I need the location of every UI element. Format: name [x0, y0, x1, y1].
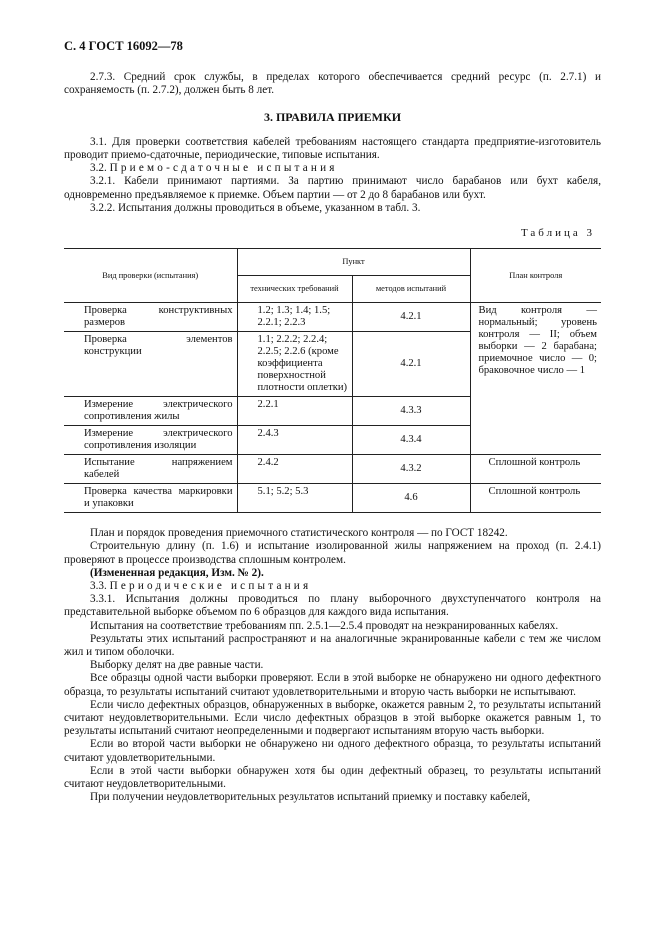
row-tech: 1.2; 1.3; 1.4; 1.5; 2.2.1; 2.2.3 [237, 303, 352, 332]
paragraph-3-3-number: 3.3. [90, 580, 107, 593]
table-caption: Таблица 3 [520, 227, 595, 240]
row-method: 4.6 [352, 484, 470, 513]
col-header-type: Вид проверки (испытания) [64, 249, 237, 303]
row-name: Испытание напряжением кабелей [64, 455, 237, 484]
table-row [64, 455, 601, 484]
row-name: Проверка качества маркировки и упаковки [64, 484, 237, 513]
document-page [64, 40, 601, 805]
paragraph: При получении неудовлетворительных результатов испытаний приемку и поставку кабелей, [90, 791, 531, 804]
table-row [64, 484, 601, 513]
col-header-methods: методов испытаний [352, 276, 470, 303]
plan-continuous: Сплошной контроль [470, 484, 601, 513]
paragraph: Все образцы одной части выборки проверяют. Если в этой выборке не обнаружено ни одного дефектного образца, то результаты испытаний считают удовлетворительными и вторую часть выборки не испытывают. [64, 672, 601, 698]
paragraph-3-3-title: Периодические испытания [109, 580, 312, 593]
paragraph-3-2-number: 3.2. [90, 162, 107, 175]
paragraph: Результаты этих испытаний распространяют и на аналогичные экранированные кабели с тем же числом жил и типом оболочки. [64, 632, 601, 659]
row-method: 4.3.3 [352, 397, 470, 426]
plan-continuous: Сплошной контроль [470, 455, 601, 484]
amendment-note: (Измененная редакция, Изм. № 2). [90, 566, 264, 579]
paragraph: Испытания на соответствие требованиям пп. 2.5.1—2.5.4 проводят на неэкранированных кабелях. [90, 619, 559, 632]
row-name: Проверка конструктивных размеров [64, 303, 237, 332]
col-header-tech: технических требований [237, 276, 352, 303]
table-3 [64, 248, 601, 513]
row-tech: 2.4.2 [237, 455, 352, 484]
paragraph-3-3 [64, 580, 601, 593]
paragraph: Выборку делят на две равные части. [90, 659, 264, 672]
row-tech: 2.4.3 [237, 426, 352, 455]
row-tech: 2.2.1 [237, 397, 352, 426]
row-tech: 5.1; 5.2; 5.3 [237, 484, 352, 513]
paragraph-3-3-1: 3.3.1. Испытания должны проводиться по плану выборочного двухступенчатого контроля на представительной выборке объемом по 6 образцов для каждого вида испытания. [64, 593, 601, 619]
col-header-point: Пункт [237, 249, 470, 276]
paragraph: Если число дефектных образцов, обнаруженных в выборке, окажется равным 2, то результаты испытаний считают неудовлетворительными. Если число дефектных образцов в этой выборке окажется равным 1, то результаты испытаний считают неопределенными и подвергают испытаниям вторую часть выборки. [64, 698, 601, 738]
paragraph: Если во второй части выборки не обнаружено ни одного дефектного образца, то результаты испытаний считают удовлетворительными. [64, 738, 601, 764]
table-row [64, 303, 601, 332]
page-header: С. 4 ГОСТ 16092—78 [64, 39, 183, 53]
after-table-text [64, 527, 601, 804]
row-name: Измерение электрического сопротивления изоляции [64, 426, 237, 455]
paragraph: План и порядок проведения приемочного статистического контроля — по ГОСТ 18242. [90, 527, 508, 540]
paragraph-3-1: 3.1. Для проверки соответствия кабелей требованиям настоящего стандарта предприятие-изготовитель проводит приемо-сдаточные, периодические, типовые испытания. [64, 135, 601, 162]
col-header-plan: План контроля [470, 249, 601, 303]
row-method: 4.3.4 [352, 426, 470, 455]
row-method: 4.2.1 [352, 332, 470, 397]
row-method: 4.3.2 [352, 455, 470, 484]
paragraph-3-2-1: 3.2.1. Кабели принимают партиями. За партию принимают число барабанов или бухт кабеля, одновременно предъявляемое к приемке. Объем партии — от 2 до 8 барабанов или бухт. [64, 175, 601, 201]
paragraph-3-2-2: 3.2.2. Испытания должны проводиться в объеме, указанном в табл. 3. [90, 201, 421, 214]
row-method: 4.2.1 [352, 303, 470, 332]
section-title: 3. ПРАВИЛА ПРИЕМКИ [263, 109, 402, 124]
row-tech: 1.1; 2.2.2; 2.2.4; 2.2.5; 2.2.6 (кроме коэффициента поверхностной плотности оплетки) [237, 332, 352, 397]
row-name: Измерение электрического сопротивления жилы [64, 397, 237, 426]
paragraph-2-7-3: 2.7.3. Средний срок службы, в пределах которого обеспечивается средний ресурс (п. 2.7.1) и сохраняемость (п. 2.7.2), должен быть 8 лет. [64, 71, 601, 97]
paragraph-3-2-title: Приемо-сдаточные испытания [109, 162, 338, 175]
paragraph: Строительную длину (п. 1.6) и испытание изолированной жилы напряжением на проход (п. 2.4.1) проверяют в процессе производства сплошным контролем. [64, 540, 601, 566]
paragraph: Если в этой части выборки обнаружен хотя бы один дефектный образец, то результаты испытаний считают неудовлетворительными. [64, 764, 601, 791]
row-name: Проверка элементов конструкции [64, 332, 237, 397]
paragraph-3-2 [64, 162, 601, 175]
plan-group: Вид контроля — нормальный; уровень контроля — II; объем выборки — 2 барабана; приемочное число — 0; браковочное число — 1 [470, 303, 601, 455]
